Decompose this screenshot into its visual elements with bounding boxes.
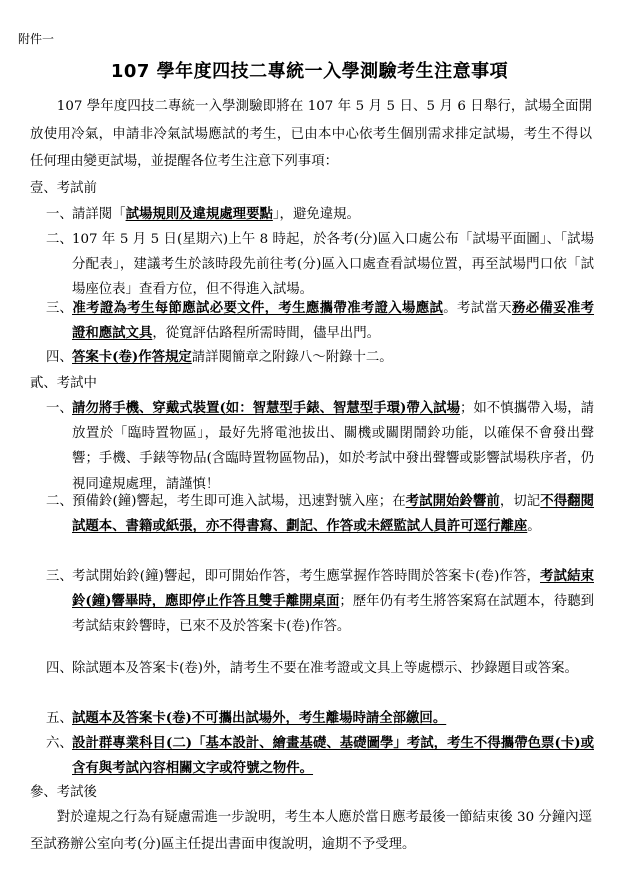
- item-text: 請詳閱簡章之附錄八～附錄十二。: [191, 350, 393, 365]
- item-text: ，從寬評估路程所需時間，儘早出門。: [152, 326, 380, 342]
- during-item-5: [46, 706, 594, 731]
- during-item-3: [46, 564, 595, 640]
- section-heading-after: 參、考試後: [30, 785, 97, 800]
- item-number: 一、: [46, 207, 73, 222]
- item-emphasis: 准考證為考生每節應試必要文件，考生應攜帶准考證入場應試: [72, 300, 444, 316]
- item-text: 預備鈴(鐘)響起，考生即可進入試場，迅速對號入座；在: [72, 494, 406, 509]
- attachment-label: 附件一: [18, 32, 55, 46]
- item-emphasis: 試場規則及違規處理要點: [125, 206, 273, 222]
- item-emphasis: 考試開始鈴響前: [405, 493, 500, 509]
- item-emphasis: 設計群專業科目(二)「基本設計、繪畫基礎、基礎圖學」考試，考生不得攜帶色票(卡)或含有與考試內容相關文字或符號之物件。: [72, 735, 594, 777]
- item-text: ，切記: [499, 494, 541, 509]
- before-item-3: [46, 296, 595, 346]
- document-title: 107 學年度四技二專統一入學測驗考生注意事項: [110, 61, 509, 82]
- during-item-6: [46, 731, 594, 781]
- item-number: 三、: [46, 301, 73, 316]
- item-emphasis: 答案卡(卷)作答規定: [72, 349, 192, 365]
- item-number: 五、: [46, 711, 73, 726]
- item-number: 二、: [46, 494, 73, 509]
- item-emphasis: 請勿將手機、穿戴式裝置(如：智慧型手錶、智慧型手環)帶入試場: [72, 400, 460, 416]
- before-item-1: [46, 202, 594, 227]
- item-number: 三、: [46, 569, 73, 584]
- item-number: 四、: [46, 350, 73, 365]
- item-text: 除試題本及答案卡(卷)外，請考生不要在准考證或文具上等處標示、抄錄題目或答案。: [72, 661, 578, 676]
- item-text: 107 年 5 月 5 日(星期六)上午 8 時起，於各考(分)區入口處公布「試場平面圖」、「試場分配表」，建議考生於該時段先前往考(分)區入口處查看試場位置，再至試場門口依「試場座位表」查看方位，但不得進入試場。: [72, 232, 594, 298]
- after-paragraph: 對於違規之行為有疑慮需進一步說明，考生本人應於當日應考最後一節結束後 30 分鐘內逕至試務辦公室向考(分)區主任提出書面申復說明，逾期不予受理。: [30, 810, 592, 852]
- section-heading-before: 壹、考試前: [30, 181, 97, 196]
- item-text: 請詳閱「: [72, 207, 126, 222]
- before-item-2: [46, 227, 594, 303]
- item-emphasis: 務必備妥准考證和應試文具: [72, 300, 595, 342]
- item-number: 六、: [46, 736, 73, 751]
- section-heading-during: 貳、考試中: [30, 376, 97, 391]
- item-text: 。考試當天: [443, 301, 512, 316]
- item-number: 二、: [46, 232, 73, 247]
- during-item-2: [46, 489, 595, 539]
- item-text: ；如不慎攜帶入場，請放置於「臨時置物區」，最好先將電池拔出、關機或關閉鬧鈴功能，以確保不會發出聲響；手機、手錶等物品(含臨時置物區物品)，如於考試中發出聲響或影響試場秩序者，仍視同違規處理，請謹慎！: [72, 401, 594, 492]
- during-item-1: [46, 396, 594, 497]
- item-emphasis: 考試結束鈴(鐘)響畢時，應即停止作答且雙手離開桌面: [72, 568, 594, 610]
- before-item-4: [46, 345, 594, 370]
- item-text: 。: [527, 519, 541, 535]
- item-text: 考試開始鈴(鐘)響起，即可開始作答，考生應掌握作答時間於答案卡(卷)作答，: [72, 569, 541, 584]
- intro-paragraph: 107 學年度四技二專統一入學測驗即將在 107 年 5 月 5 日、5 月 6 日舉行，試場全面開放使用冷氣，申請非冷氣試場應試的考生，已由本中心依考生個別需求排定試場，考生不得以任何理由變更試場，並提醒各位考生注意下列事項：: [30, 99, 592, 169]
- item-text: ；歷年仍有考生將答案寫在試題本，待聽到考試結束鈴響時，已來不及於答案卡(卷)作答。: [72, 594, 595, 635]
- item-emphasis: 不得翻閱試題本、書籍或紙張，亦不得書寫、劃記、作答或未經監試人員許可逕行離座: [72, 493, 595, 535]
- item-number: 一、: [46, 401, 73, 416]
- item-number: 四、: [46, 661, 73, 676]
- during-item-4: [46, 656, 594, 681]
- item-text: 」，避免違規。: [272, 207, 360, 222]
- item-emphasis: 試題本及答案卡(卷)不可攜出試場外，考生離場時請全部繳回。: [72, 710, 447, 726]
